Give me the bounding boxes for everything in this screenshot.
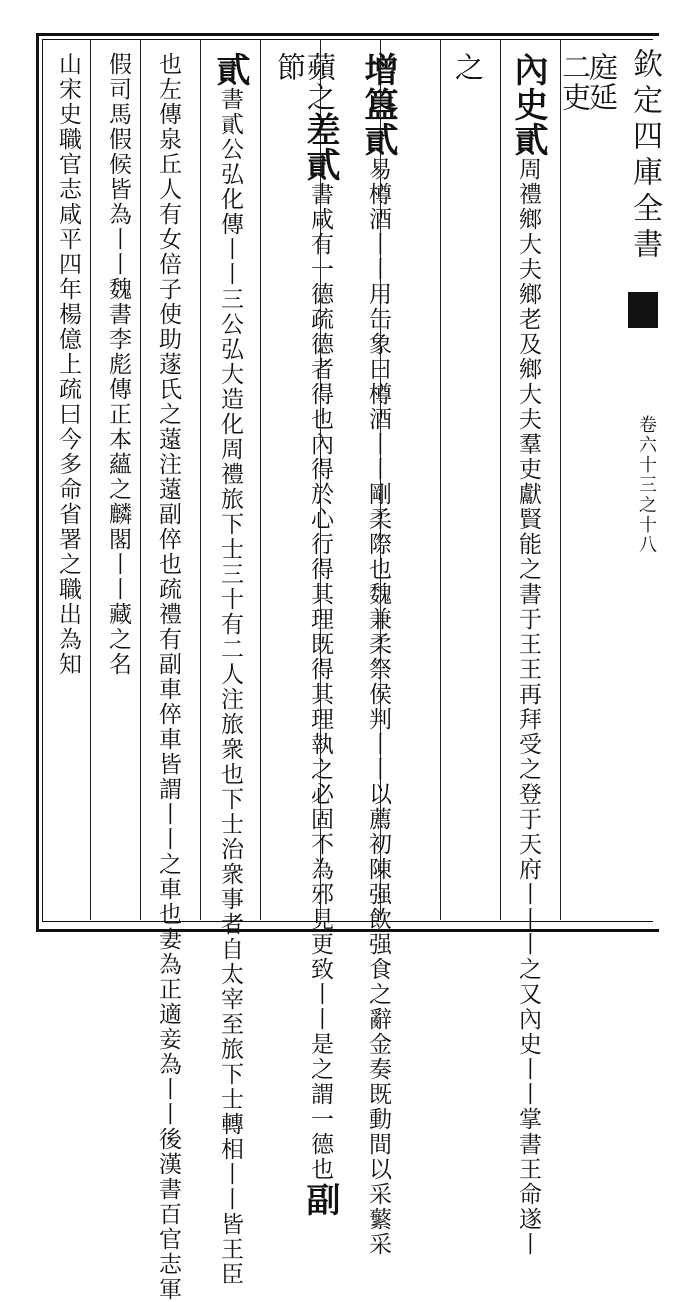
entry-heading: 副 (300, 1182, 340, 1217)
column-text: 蘋之 (303, 52, 337, 112)
column-rule (90, 40, 91, 920)
text-column (358, 52, 398, 1257)
commentary-text: 書咸有一德疏德者得也內得於心行得其理既得其理執之必固不為邪見更致丨丨是之謂一德也 (307, 182, 333, 1182)
text-column (300, 52, 340, 1217)
entry-heading: 貳 (210, 52, 250, 87)
column-rule (140, 40, 141, 920)
text-column (448, 52, 488, 82)
text-column (98, 52, 138, 677)
text-column (555, 52, 595, 112)
column-text: 之 (451, 52, 485, 82)
commentary-text: 易樽酒丨丨用缶象曰樽酒丨丨剛柔際也魏兼柔祭侯判丨丨以薦初陳强飲强食之辭金奏既動間以采蘩采 (365, 157, 391, 1257)
book-title: 欽定四庫全書 (627, 48, 662, 264)
commentary-text: 書貳公弘化傳丨丨三公弘大造化周禮旅下士三十有二人注旅衆也下士治衆事者自太宰至旅下士轉相丨丨皆王臣 (217, 87, 243, 1287)
column-text: 二吏 (558, 52, 592, 112)
commentary-text: 周禮鄉大夫鄉老及鄉大夫羣吏獻賢能之書于王王再拜受之登于天府丨丨丨之又內史丨丨掌書王命遂丨 (515, 157, 541, 1257)
commentary-text: 假司馬假候皆為丨丨魏書李彪傳正本蘊之麟閣丨丨藏之名 (105, 52, 131, 677)
column-text: 節 (273, 52, 307, 82)
text-column (148, 52, 188, 1302)
column-text: 庭延 (585, 52, 619, 112)
volume-label: 卷六十三之十八 (636, 415, 657, 555)
commentary-text: 山宋史職官志咸平四年楊億上疏曰今多命省署之職出為知 (55, 52, 81, 677)
text-column (48, 52, 88, 677)
column-rule (200, 40, 201, 920)
fish-tail-mark (628, 292, 658, 328)
text-column (210, 52, 250, 1287)
text-column (508, 52, 548, 1257)
entry-heading: 增簋貳 (358, 52, 398, 157)
entry-heading: 內史貳 (508, 52, 548, 157)
text-column (270, 52, 310, 82)
entry-heading: 差貳 (300, 112, 340, 182)
column-rule (560, 40, 561, 920)
column-rule (500, 40, 501, 920)
column-rule (260, 40, 261, 920)
commentary-text: 也左傳泉丘人有女倍子使助蓫氏之薳注薳副倅也疏禮有副車倅車皆謂丨丨之車也妻為正適妾為丨丨後漢書百官志軍 (155, 52, 181, 1302)
column-rule (440, 40, 441, 920)
